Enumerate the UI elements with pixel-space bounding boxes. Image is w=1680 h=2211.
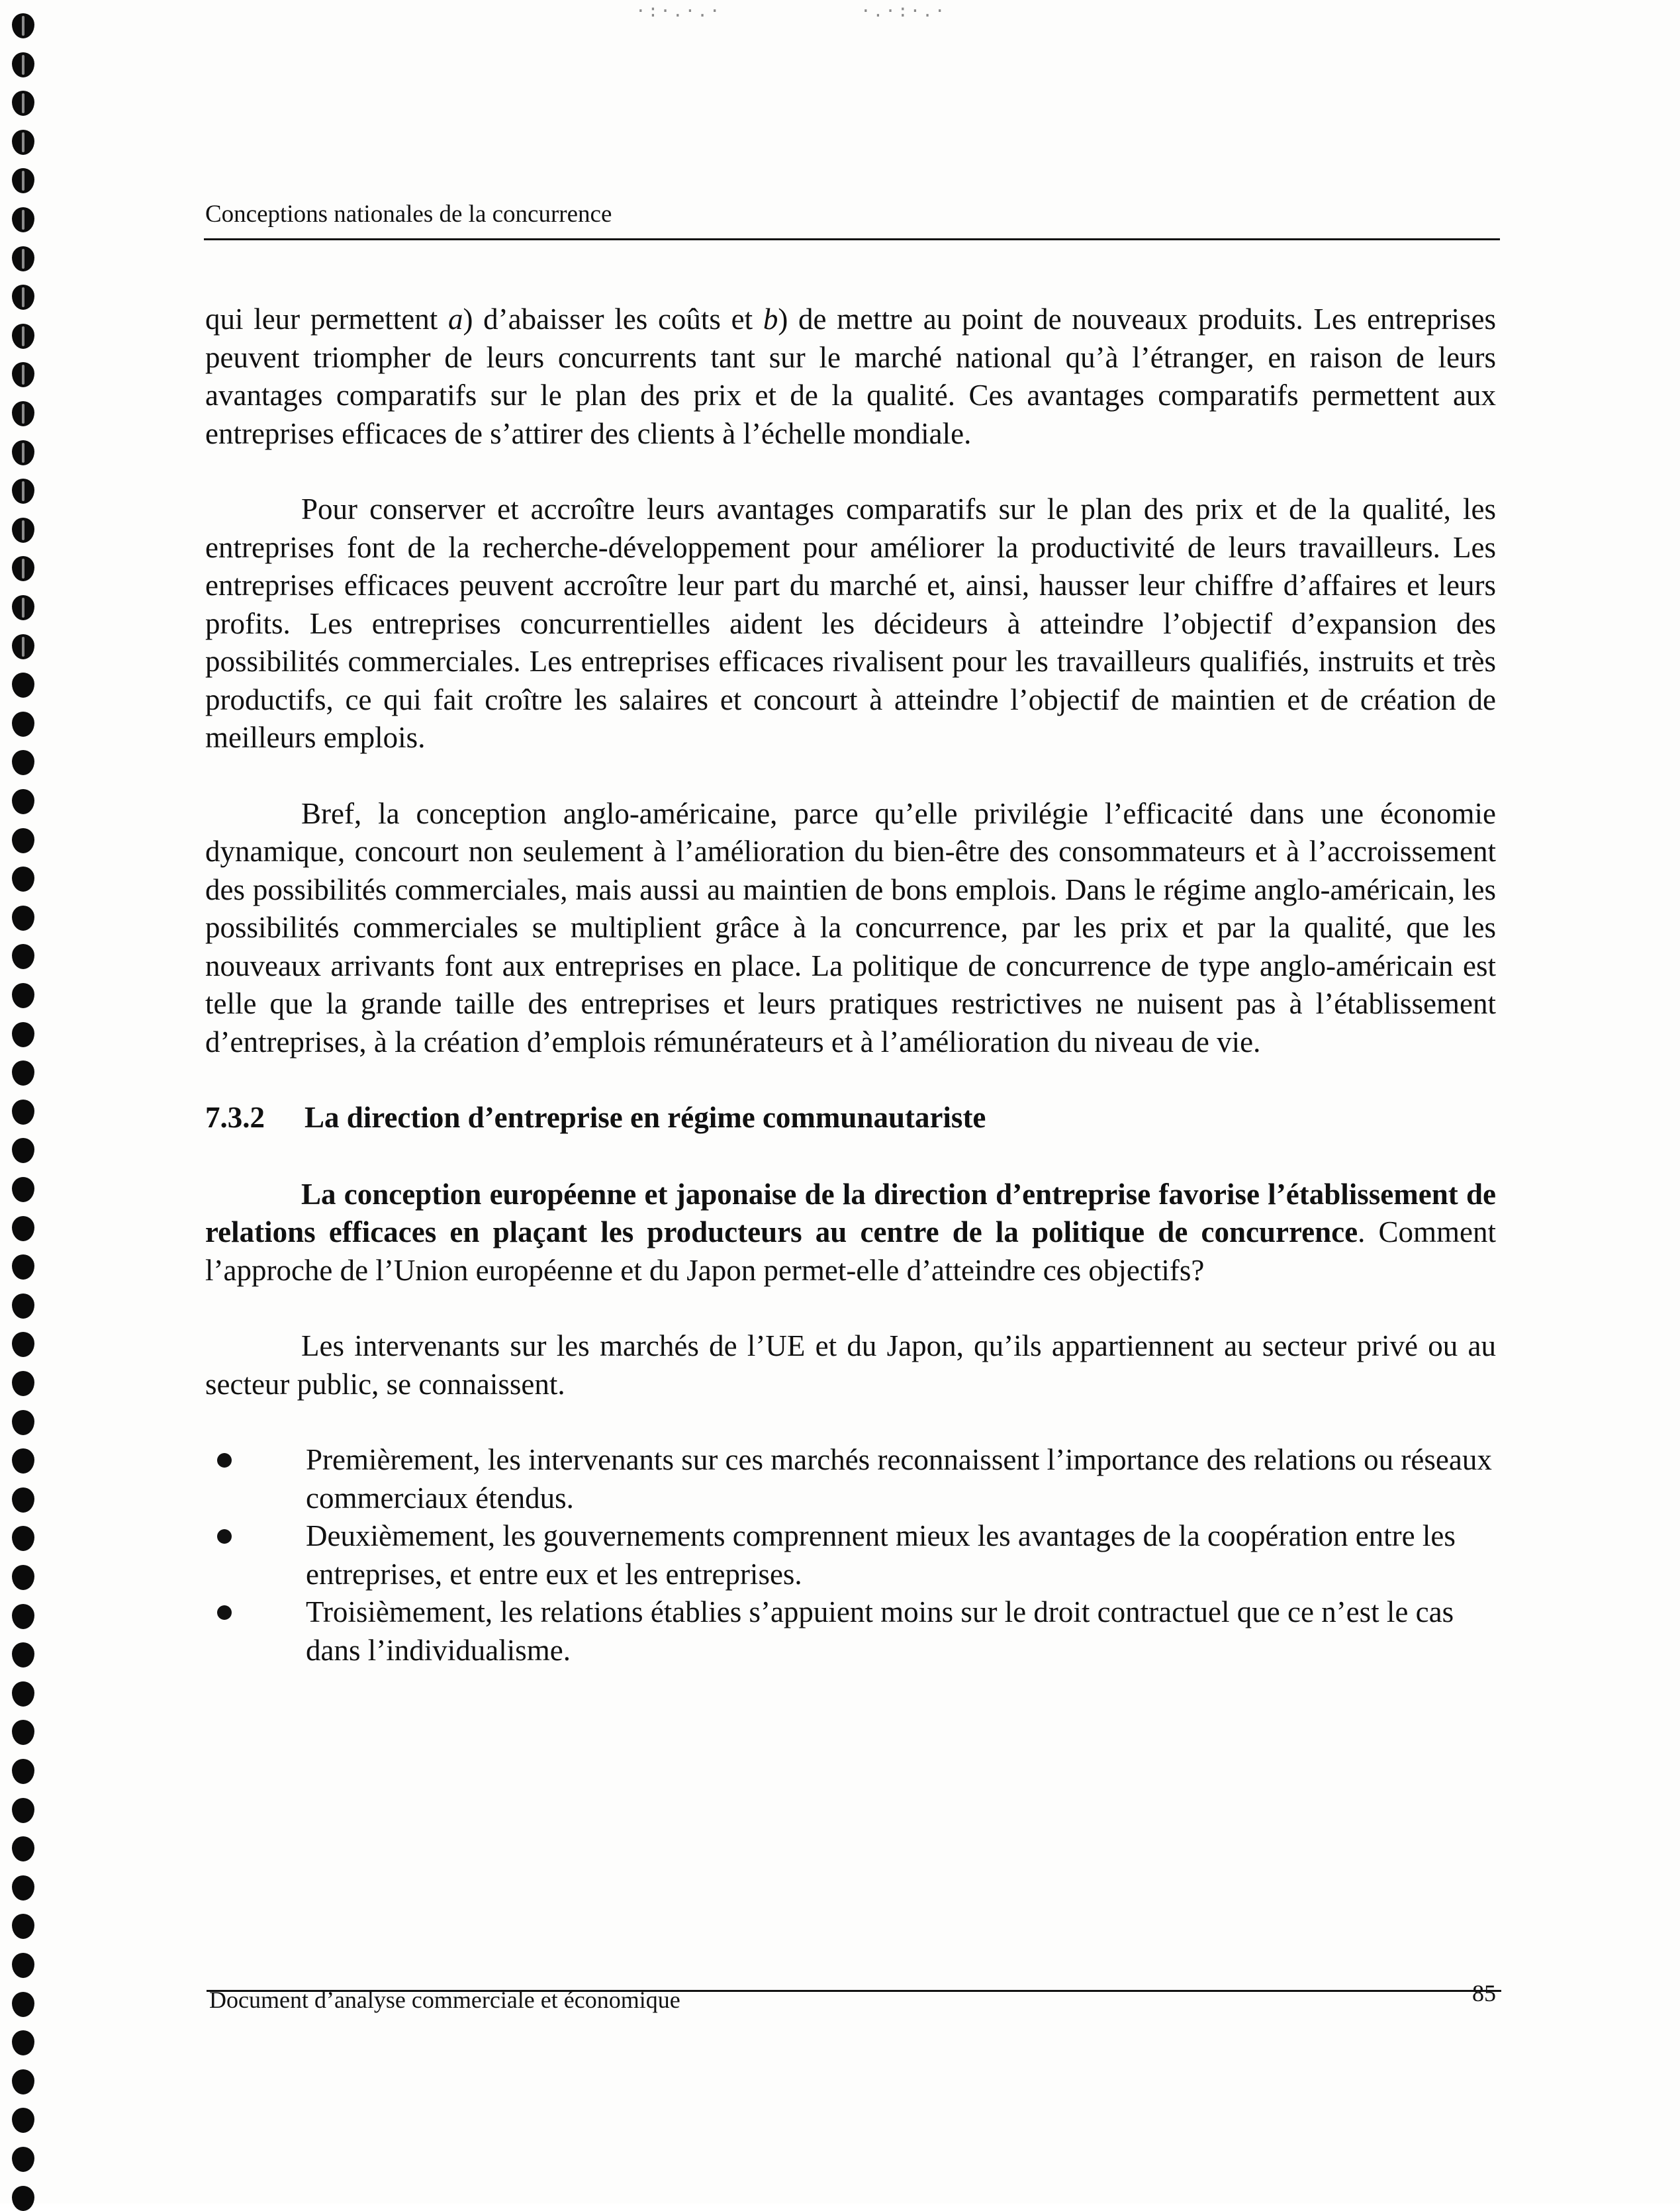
binding-hole bbox=[12, 1953, 34, 1978]
section-heading bbox=[205, 1099, 1496, 1137]
binding-hole bbox=[12, 867, 34, 892]
binding-hole bbox=[12, 2147, 34, 2172]
binding-hole bbox=[12, 1100, 34, 1125]
binding-hole bbox=[12, 285, 34, 310]
binding-hole bbox=[12, 2108, 34, 2133]
binding-hole bbox=[12, 1022, 34, 1047]
binding-hole bbox=[12, 1448, 34, 1474]
binding-hole bbox=[12, 479, 34, 504]
running-head: Conceptions nationales de la concurrence bbox=[205, 201, 612, 228]
binding-hole bbox=[12, 1254, 34, 1280]
binding-holes bbox=[12, 13, 38, 2198]
binding-hole bbox=[12, 130, 34, 155]
binding-hole bbox=[12, 595, 34, 620]
binding-hole bbox=[12, 246, 34, 271]
binding-hole bbox=[12, 91, 34, 116]
bullet-list bbox=[205, 1441, 1496, 1670]
binding-hole bbox=[12, 1526, 34, 1551]
paragraph-5: Les intervenants sur les marchés de l’UE et du Japon, qu’ils appartiennent au secteur privé ou au secteur public, se connaissent. bbox=[205, 1329, 1496, 1401]
bullet-icon bbox=[217, 1529, 232, 1544]
paragraph-4 bbox=[205, 1176, 1496, 1290]
binding-hole bbox=[12, 634, 34, 659]
binding-hole bbox=[12, 983, 34, 1008]
bullet-icon bbox=[217, 1453, 232, 1468]
list-item-text: Deuxièmement, les gouvernements comprennent mieux les avantages de la coopération entre les entreprises, et entre eux et les entreprises. bbox=[306, 1519, 1456, 1591]
binding-hole bbox=[12, 1914, 34, 1939]
binding-hole bbox=[12, 518, 34, 543]
binding-hole bbox=[12, 1060, 34, 1086]
scan-speckle: ·.·:·.· bbox=[861, 1, 947, 21]
bullet-icon bbox=[217, 1605, 232, 1620]
paragraph-4-rest: . Comment l’approche de l’Union européenne et du Japon permet-elle d’atteindre ces objectifs? bbox=[205, 1215, 1496, 1287]
binding-hole bbox=[12, 324, 34, 349]
binding-hole bbox=[12, 1875, 34, 1901]
binding-hole bbox=[12, 712, 34, 737]
binding-hole bbox=[12, 1759, 34, 1784]
binding-hole bbox=[12, 1604, 34, 1629]
list-item bbox=[205, 1593, 1496, 1670]
binding-hole bbox=[12, 1177, 34, 1202]
list-item-text: Troisièmement, les relations établies s’appuient moins sur le droit contractuel que ce n’est le cas dans l’individualisme. bbox=[306, 1595, 1454, 1667]
binding-hole bbox=[12, 207, 34, 232]
header-rule bbox=[204, 238, 1500, 240]
binding-hole bbox=[12, 2069, 34, 2094]
binding-hole bbox=[12, 789, 34, 814]
binding-hole bbox=[12, 556, 34, 581]
list-item bbox=[205, 1517, 1496, 1593]
binding-hole bbox=[12, 1836, 34, 1861]
binding-hole bbox=[12, 828, 34, 853]
body-text bbox=[205, 301, 1496, 1670]
section-title: La direction d’entreprise en régime communautariste bbox=[304, 1101, 986, 1134]
binding-hole bbox=[12, 52, 34, 77]
footer-title: Document d’analyse commerciale et économique bbox=[209, 1987, 680, 2013]
binding-hole bbox=[12, 1294, 34, 1319]
binding-hole bbox=[12, 1798, 34, 1823]
binding-hole bbox=[12, 440, 34, 465]
section-number: 7.3.2 bbox=[205, 1101, 265, 1134]
binding-hole bbox=[12, 1371, 34, 1396]
binding-hole bbox=[12, 13, 34, 38]
binding-hole bbox=[12, 1332, 34, 1357]
binding-hole bbox=[12, 1138, 34, 1163]
binding-hole bbox=[12, 906, 34, 931]
binding-hole bbox=[12, 944, 34, 969]
paragraph-2: Pour conserver et accroître leurs avantages comparatifs sur le plan des prix et de la qualité, les entreprises font de la recherche-développement pour améliorer la productivité de leurs travailleurs. Les entreprises efficaces peuvent accroître leur part du marché et, ainsi, hausser leur chiffre d’affaires et leurs profits. Les entreprises concurrentielles aident les décideurs à atteindre l’objectif d’expansion des possibilités commerciales. Les entreprises efficaces rivalisent pour les travailleurs qualifiés, instruits et très productifs, ce qui fait croître les salaires et concourt à atteindre l’objectif de maintien et de création de meilleurs emplois. bbox=[205, 493, 1496, 754]
binding-hole bbox=[12, 2030, 34, 2055]
binding-hole bbox=[12, 1992, 34, 2017]
binding-hole bbox=[12, 168, 34, 193]
binding-hole bbox=[12, 401, 34, 426]
binding-hole bbox=[12, 1487, 34, 1513]
binding-hole bbox=[12, 1720, 34, 1745]
scan-speckle: ·:·.·.· bbox=[635, 1, 722, 21]
page-number: 85 bbox=[1472, 1980, 1496, 2006]
binding-hole bbox=[12, 1565, 34, 1590]
binding-hole bbox=[12, 1642, 34, 1668]
binding-hole bbox=[12, 1216, 34, 1241]
enumeration-marker: b bbox=[763, 303, 778, 336]
paragraph-1: qui leur permettent a) d’abaisser les coûts et b) de mettre au point de nouveaux produits. Les entreprises peuvent triompher de leurs concurrents tant sur le marché national qu’à l’étranger, en raison de leurs avantages comparatifs sur le plan des prix et de la qualité. Ces avantages comparatifs permettent aux entreprises efficaces de s’attirer des clients à l’échelle mondiale. bbox=[205, 303, 1496, 450]
enumeration-marker: a bbox=[447, 303, 463, 336]
binding-hole bbox=[12, 750, 34, 775]
binding-hole bbox=[12, 362, 34, 387]
binding-hole bbox=[12, 673, 34, 698]
paragraph-4-bold-lead: La conception européenne et japonaise de la direction d’entreprise favorise l’établissement de relations efficaces en plaçant les producteurs au centre de la politique de concurrence bbox=[205, 1177, 1496, 1248]
binding-hole bbox=[12, 2186, 34, 2211]
list-item bbox=[205, 1441, 1496, 1517]
binding-hole bbox=[12, 1410, 34, 1435]
paragraph-3: Bref, la conception anglo-américaine, parce qu’elle privilégie l’efficacité dans une économie dynamique, concourt non seulement à l’amélioration du bien-être des consommateurs et à l’accroissement des possibilités commerciales, mais aussi au maintien de bons emplois. Dans le régime anglo-américain, les possibilités commerciales se multiplient grâce à la concurrence, par les prix et par la qualité, que les nouveaux arrivants font aux entreprises en place. La politique de concurrence de type anglo-américain est telle que la grande taille des entreprises et leurs pratiques restrictives ne nuisent pas à l’établissement d’entreprises, à la création d’emplois rémunérateurs et à l’amélioration du niveau de vie. bbox=[205, 796, 1496, 1058]
binding-hole bbox=[12, 1681, 34, 1707]
list-item-text: Premièrement, les intervenants sur ces marchés reconnaissent l’importance des relations ou réseaux commerciaux étendus. bbox=[306, 1443, 1492, 1515]
